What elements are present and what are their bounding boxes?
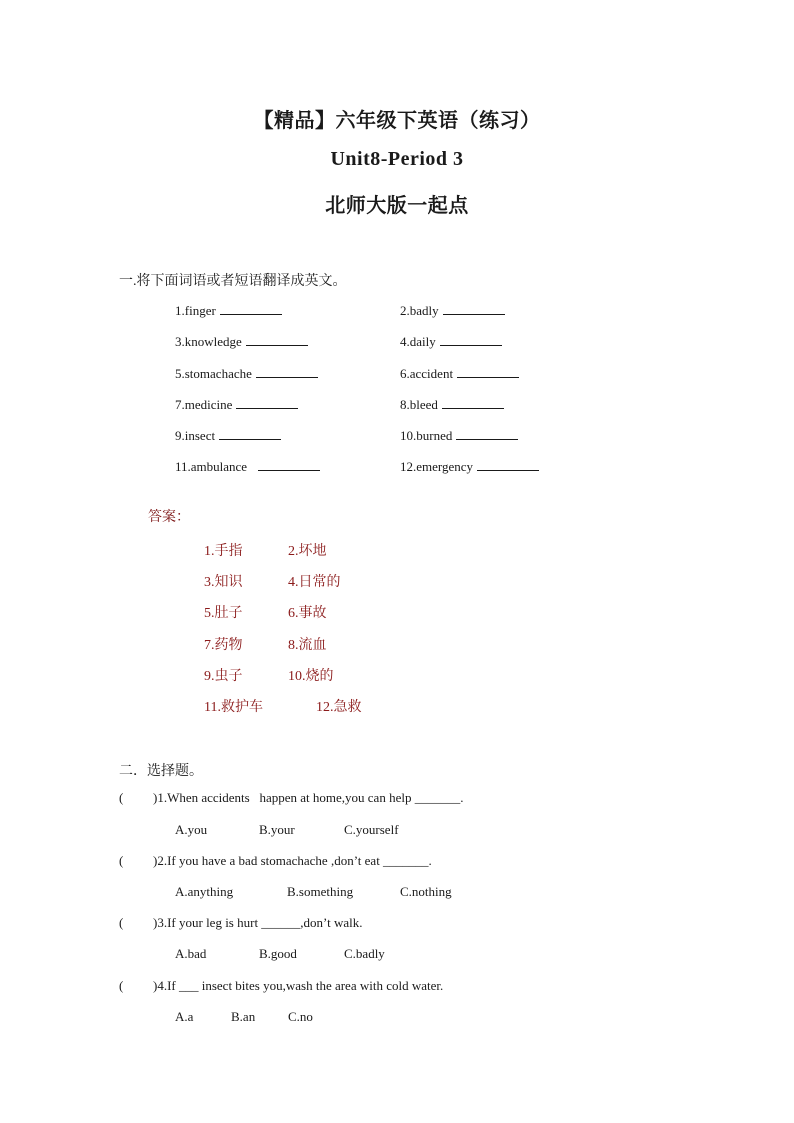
vocab-item: 2.badly	[400, 302, 505, 319]
vocab-item: 11.ambulance	[175, 458, 320, 475]
answer-blank	[456, 427, 518, 440]
answer-blank	[236, 396, 298, 409]
answer-blank	[256, 365, 318, 378]
edition-title: 北师大版一起点	[325, 195, 469, 217]
option-b: B.something	[287, 884, 354, 899]
vocab-item: 4.daily	[400, 333, 502, 350]
answer-item: 7.药物	[204, 638, 243, 653]
page-title: 【精品】六年级下英语（练习）	[253, 110, 541, 132]
question-2: ( )2.If you have a bad stomachache ,don’t eat _______.	[119, 853, 432, 868]
vocab-item: 3.knowledge	[175, 333, 308, 350]
answer-item: 3.知识	[204, 575, 243, 590]
option-a: A.anything	[175, 884, 234, 899]
option-a: A.a	[175, 1009, 194, 1024]
option-c: C.no	[288, 1009, 313, 1024]
answer-blank	[440, 333, 502, 346]
answer-item: 2.坏地	[288, 544, 327, 559]
answer-item: 6.事故	[288, 606, 327, 621]
vocab-item: 12.emergency	[400, 458, 539, 475]
answer-label: 答案：	[148, 510, 190, 525]
answer-blank	[219, 427, 281, 440]
option-b: B.your	[259, 822, 295, 837]
vocab-item: 8.bleed	[400, 396, 504, 413]
option-b: B.good	[259, 946, 297, 961]
answer-blank	[443, 302, 505, 315]
option-a: A.you	[175, 822, 208, 837]
part2-heading: 二．选择题。	[119, 764, 203, 779]
vocab-item: 5.stomachache	[175, 365, 318, 382]
answer-item: 10.烧的	[288, 669, 334, 684]
question-1: ( )1.When accidents happen at home,you can help _______.	[119, 790, 464, 805]
answer-item: 11.救护车	[204, 700, 263, 715]
answer-item: 8.流血	[288, 638, 327, 653]
option-b: B.an	[231, 1009, 256, 1024]
option-a: A.bad	[175, 946, 207, 961]
answer-blank	[477, 458, 539, 471]
option-c: C.badly	[344, 946, 385, 961]
question-4: ( )4.If ___ insect bites you,wash the area with cold water.	[119, 978, 444, 993]
vocab-item: 7.medicine	[175, 396, 298, 413]
vocab-item: 10.burned	[400, 427, 518, 444]
answer-item: 5.肚子	[204, 606, 243, 621]
part1-heading: 一.将下面词语或者短语翻译成英文。	[119, 274, 347, 289]
answer-item: 9.虫子	[204, 669, 243, 684]
option-c: C.yourself	[344, 822, 399, 837]
answer-blank	[246, 333, 308, 346]
page-subtitle: Unit8-Period 3	[330, 148, 464, 170]
vocab-item: 9.insect	[175, 427, 281, 444]
option-c: C.nothing	[400, 884, 452, 899]
answer-blank	[457, 365, 519, 378]
answer-item: 1.手指	[204, 544, 243, 559]
answer-item: 4.日常的	[288, 575, 341, 590]
answer-blank	[442, 396, 504, 409]
answer-blank	[258, 458, 320, 471]
question-3: ( )3.If your leg is hurt ______,don’t walk.	[119, 915, 363, 930]
answer-item: 12.急救	[316, 700, 362, 715]
answer-blank	[220, 302, 282, 315]
vocab-item: 1.finger	[175, 302, 282, 319]
vocab-item: 6.accident	[400, 365, 519, 382]
